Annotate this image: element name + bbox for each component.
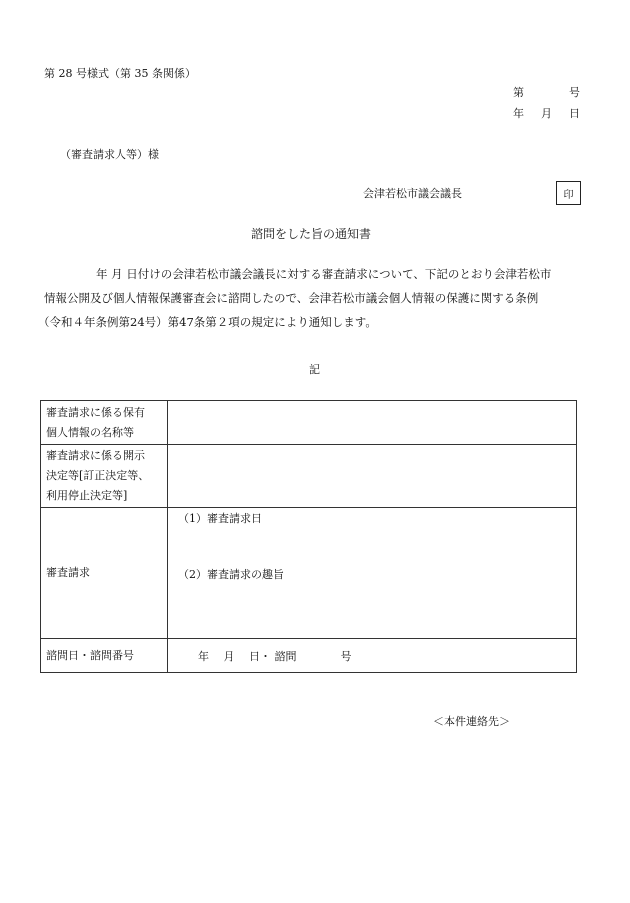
doc-number-dai: 第 <box>513 86 524 99</box>
date-month: 月 <box>541 107 552 120</box>
row-label-request: 審査請求 <box>41 508 168 639</box>
sender: 会津若松市議会議長 <box>363 187 462 200</box>
doc-number-go: 号 <box>569 86 580 99</box>
row-label-retained-info <box>41 401 168 445</box>
date-year: 年 <box>513 107 524 120</box>
table-row <box>41 445 577 508</box>
label-line: 審査請求に係る開示 <box>46 449 145 462</box>
row-value-retained-info <box>168 401 577 445</box>
request-date-item: （1）審査請求日 <box>178 512 262 525</box>
table-row <box>41 508 577 639</box>
label-line: 審査請求に係る保有 <box>46 405 145 419</box>
body-line-2: 情報公開及び個人情報保護審査会に諮問したので、会津若松市議会個人情報の保護に関する条例 <box>44 291 539 305</box>
row-value-request <box>168 508 577 639</box>
stamp-label: 印 <box>563 189 574 201</box>
row-value-disclosure-decision <box>168 445 577 508</box>
row-label-disclosure-decision <box>41 445 168 508</box>
label-line: 決定等[訂正決定等、 <box>46 469 150 482</box>
body-line-1: 年 月 日付けの会津若松市議会議長に対する審査請求について、下記のとおり会津若松市 <box>96 267 552 281</box>
document-title: 諮問をした旨の通知書 <box>251 227 372 241</box>
body-line-3: （令和４年条例第24号）第47条第２項の規定により通知します。 <box>38 315 377 329</box>
label-line: 個人情報の名称等 <box>46 425 134 439</box>
ki-heading: 記 <box>309 363 320 376</box>
row-value-inquiry: 年 月 日・ 諮問 号 <box>168 639 577 673</box>
table-row <box>41 639 577 673</box>
date-day: 日 <box>569 107 580 120</box>
contact-label: ＜本件連絡先＞ <box>433 715 510 728</box>
request-purpose-item: （2）審査請求の趣旨 <box>178 568 284 581</box>
body-paragraph <box>38 262 589 334</box>
form-number: 第 28 号様式（第 35 条関係） <box>44 67 196 80</box>
table-row <box>41 401 577 445</box>
label-line: 利用停止決定等] <box>46 489 128 502</box>
request-table <box>40 400 577 673</box>
row-label-inquiry: 諮問日・諮問番号 <box>41 639 168 673</box>
addressee: （審査請求人等）様 <box>60 148 159 161</box>
seal-stamp-box <box>556 181 581 205</box>
